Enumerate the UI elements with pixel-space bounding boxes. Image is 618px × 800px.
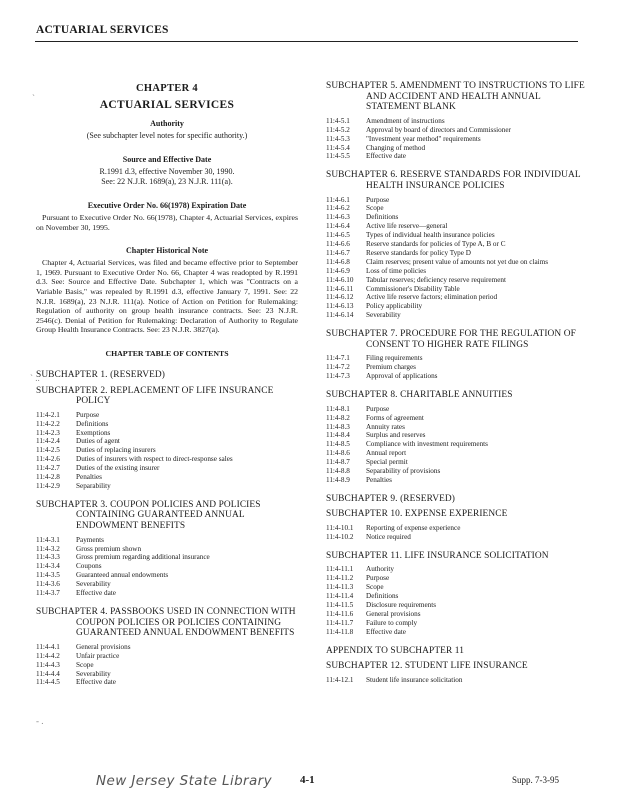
section-entry: [326, 610, 588, 619]
section-number: 11:4-6.4: [326, 222, 350, 231]
section-number: 11:4-7.2: [326, 363, 350, 372]
section-title: Duties of insurers with respect to direct-response sales: [76, 455, 233, 464]
executive-order-text: Pursuant to Executive Order No. 66(1978), Chapter 4, Actuarial Services, expires on November 30, 1995.: [36, 213, 298, 232]
section-title: Changing of method: [366, 143, 426, 152]
section-entry: [326, 676, 588, 685]
section-title: Annual report: [366, 449, 407, 458]
section-number: 11:4-6.7: [326, 248, 350, 257]
subchapter-heading: SUBCHAPTER 11. LIFE INSURANCE SOLICITATION: [326, 550, 549, 561]
section-number: 11:4-11.2: [326, 574, 354, 583]
authority-label: Authority: [150, 119, 184, 128]
section-title: Payments: [76, 535, 104, 544]
right-subchapter-list: [326, 81, 588, 685]
section-number: 11:4-11.5: [326, 601, 354, 610]
section-entry: [36, 545, 298, 554]
section-title: Compliance with investment requirements: [366, 440, 488, 449]
source-label: Source and Effective Date: [122, 155, 212, 164]
section-title: Definitions: [366, 592, 399, 601]
section-number: 11:4-5.4: [326, 143, 350, 152]
section-number: 11:4-2.8: [36, 473, 60, 482]
section-entry: [326, 628, 588, 637]
section-title: Definitions: [366, 213, 399, 222]
section-title: Commissioner's Disability Table: [366, 284, 460, 293]
section-number: 11:4-12.1: [326, 675, 354, 684]
section-title: Amendment of instructions: [366, 116, 445, 125]
section-entry: [36, 411, 298, 420]
section-entry: [326, 467, 588, 476]
section-number: 11:4-2.1: [36, 410, 60, 419]
section-title: Forms of agreement: [366, 413, 424, 422]
page-number: 4-1: [300, 774, 315, 786]
section-title: Surplus and reserves: [366, 431, 426, 440]
section-number: 11:4-5.3: [326, 134, 350, 143]
section-number: 11:4-3.5: [36, 571, 60, 580]
section-entry: [326, 152, 588, 161]
right-column: [326, 81, 588, 694]
section-number: 11:4-8.7: [326, 458, 350, 467]
executive-order-label: Executive Order No. 66(1978) Expiration Date: [87, 201, 247, 210]
section-entry: [36, 473, 298, 482]
section-number: 11:4-11.3: [326, 583, 354, 592]
section-entry: [326, 240, 588, 249]
section-number: 11:4-6.9: [326, 266, 350, 275]
section-entry: [36, 643, 298, 652]
section-entry: [326, 440, 588, 449]
section-title: Annuity rates: [366, 422, 405, 431]
section-entry: [326, 583, 588, 592]
section-number: 11:4-3.2: [36, 544, 60, 553]
section-number: 11:4-4.2: [36, 651, 60, 660]
section-number: 11:4-6.14: [326, 311, 354, 320]
section-number: 11:4-2.2: [36, 419, 60, 428]
subchapter-heading: APPENDIX TO SUBCHAPTER 11: [326, 645, 465, 656]
section-number: 11:4-3.1: [36, 535, 60, 544]
historical-note-text: Chapter 4, Actuarial Services, was filed and became effective prior to September 1, 1969. Pursuant to Executive Order No. 66, Chapter 4 was readopted by R.1991 d.3. See: Source and Effective Date. Subchapter 1, which was "Contracts on a Variable Basis," was repealed by R.1991 d.3, effective January 7, 1991. See: 22 N.J.R. 1689(a), 23 N.J.R. 111(a). Notice of Action on Petition for Rulemaking: Regulation of authority on group health insurance contracts. See: 23 N.J.R. 2546(c). Denial of Petition for Rulemaking: Declaration of Authority to Regulate Group Health Insurance Contracts. See: 23 N.J.R. 3827(a).: [36, 258, 298, 335]
margin-mark: - .: [36, 716, 44, 726]
section-number: 11:4-10.2: [326, 532, 354, 541]
section-entry: [326, 285, 588, 294]
section-number: 11:4-5.1: [326, 116, 350, 125]
section-title: Claim reserves; present value of amounts not yet due on claims: [366, 257, 549, 266]
section-title: Notice required: [366, 532, 411, 541]
section-entry: [326, 592, 588, 601]
section-number: 11:4-11.1: [326, 565, 354, 574]
table-of-contents-label: CHAPTER TABLE OF CONTENTS: [105, 348, 229, 358]
section-title: Reserve standards for policy Type D: [366, 248, 471, 257]
section-entry: [36, 536, 298, 545]
section-list: [36, 536, 298, 598]
section-title: General provisions: [366, 609, 421, 618]
section-number: 11:4-6.1: [326, 195, 350, 204]
section-number: 11:4-6.10: [326, 275, 354, 284]
source-line-1: R.1991 d.3, effective November 30, 1990.: [99, 167, 235, 176]
section-number: 11:4-8.9: [326, 475, 350, 484]
subchapter-heading: SUBCHAPTER 9. (RESERVED): [326, 493, 456, 504]
subchapter-heading: SUBCHAPTER 3. COUPON POLICIES AND POLICIES CONTAINING GUARANTEED ANNUAL ENDOWMENT BENEFITS: [36, 499, 261, 532]
section-title: Approval of applications: [366, 372, 438, 381]
section-entry: [326, 222, 588, 231]
section-title: Gross premium regarding additional insurance: [76, 553, 210, 562]
section-number: 11:4-4.1: [36, 642, 60, 651]
section-number: 11:4-8.3: [326, 422, 350, 431]
section-entry: [36, 580, 298, 589]
section-entry: [326, 293, 588, 302]
section-title: Premium charges: [366, 363, 416, 372]
section-title: Disclosure requirements: [366, 601, 437, 610]
section-title: Reporting of expense experience: [366, 524, 461, 533]
section-number: 11:4-8.6: [326, 449, 350, 458]
section-number: 11:4-11.4: [326, 592, 354, 601]
section-number: 11:4-2.7: [36, 464, 60, 473]
subchapter-heading: SUBCHAPTER 8. CHARITABLE ANNUITIES: [326, 390, 513, 401]
running-head: ACTUARIAL SERVICES: [36, 24, 169, 36]
section-entry: [326, 533, 588, 542]
section-entry: [36, 670, 298, 679]
section-list: [326, 524, 588, 542]
section-entry: [36, 437, 298, 446]
section-title: Unfair practice: [76, 651, 120, 660]
section-number: 11:4-6.2: [326, 204, 350, 213]
authority-text: (See subchapter level notes for specific authority.): [86, 131, 248, 140]
section-list: [36, 643, 298, 688]
section-list: [326, 196, 588, 321]
section-entry: [326, 144, 588, 153]
section-list: [36, 411, 298, 491]
section-entry: [36, 562, 298, 571]
section-entry: [326, 565, 588, 574]
section-title: Guaranteed annual endowments: [76, 571, 169, 580]
section-title: Special permit: [366, 458, 408, 467]
section-title: Policy applicability: [366, 302, 423, 311]
section-title: Penalties: [76, 473, 102, 482]
section-number: 11:4-8.1: [326, 404, 350, 413]
section-title: Gross premium shown: [76, 544, 142, 553]
chapter-title: ACTUARIAL SERVICES: [99, 99, 235, 111]
section-title: Coupons: [76, 562, 102, 571]
section-entry: [36, 455, 298, 464]
section-number: 11:4-8.8: [326, 467, 350, 476]
section-number: 11:4-7.3: [326, 372, 350, 381]
section-entry: [326, 354, 588, 363]
section-entry: [36, 446, 298, 455]
section-number: 11:4-2.3: [36, 428, 60, 437]
margin-mark: `: [32, 93, 35, 103]
section-title: Authority: [366, 565, 394, 574]
section-entry: [326, 363, 588, 372]
section-number: 11:4-2.5: [36, 446, 60, 455]
subchapter-heading: SUBCHAPTER 2. REPLACEMENT OF LIFE INSURANCE POLICY: [36, 385, 274, 407]
section-title: Tabular reserves; deficiency reserve requirement: [366, 275, 506, 284]
left-subchapter-list: [36, 370, 298, 687]
section-number: 11:4-3.4: [36, 562, 60, 571]
section-number: 11:4-6.13: [326, 302, 354, 311]
section-title: Severability: [366, 311, 401, 320]
section-title: Effective date: [366, 627, 406, 636]
section-entry: [36, 482, 298, 491]
section-entry: [36, 589, 298, 598]
section-entry: [326, 276, 588, 285]
section-title: Failure to comply: [366, 618, 418, 627]
section-entry: [326, 619, 588, 628]
section-entry: [326, 126, 588, 135]
section-title: Exemptions: [76, 428, 111, 437]
section-number: 11:4-8.2: [326, 413, 350, 422]
subchapter-heading: SUBCHAPTER 5. AMENDMENT TO INSTRUCTIONS TO LIFE AND ACCIDENT AND HEALTH ANNUAL STATEMENT BLANK: [326, 81, 585, 113]
section-number: 11:4-11.8: [326, 627, 354, 636]
chapter-number: CHAPTER 4: [136, 83, 198, 94]
section-entry: [326, 414, 588, 423]
section-entry: [326, 524, 588, 533]
section-title: Purpose: [76, 410, 100, 419]
section-number: 11:4-6.11: [326, 284, 354, 293]
subchapter-heading: SUBCHAPTER 1. (RESERVED): [36, 369, 166, 380]
section-title: Effective date: [76, 589, 116, 598]
section-title: Active life reserve factors; elimination period: [366, 293, 498, 302]
section-entry: [326, 231, 588, 240]
left-column: [36, 83, 298, 696]
section-number: 11:4-6.3: [326, 213, 350, 222]
section-list: [326, 354, 588, 381]
section-number: 11:4-2.6: [36, 455, 60, 464]
section-title: Separability of provisions: [366, 467, 441, 476]
section-title: Scope: [76, 660, 94, 669]
section-number: 11:4-6.6: [326, 240, 350, 249]
section-entry: [36, 661, 298, 670]
section-entry: [326, 405, 588, 414]
section-number: 11:4-3.7: [36, 589, 60, 598]
section-entry: [326, 258, 588, 267]
section-entry: [326, 372, 588, 381]
section-entry: [326, 267, 588, 276]
section-title: Purpose: [366, 574, 390, 583]
section-entry: [326, 574, 588, 583]
margin-mark: ` ..: [30, 373, 40, 383]
section-title: Duties of replacing insurers: [76, 446, 156, 455]
section-entry: [326, 302, 588, 311]
section-title: Duties of the existing insurer: [76, 464, 160, 473]
section-entry: [326, 431, 588, 440]
section-number: 11:4-6.12: [326, 293, 354, 302]
section-entry: [326, 135, 588, 144]
section-entry: [36, 652, 298, 661]
section-entry: [326, 117, 588, 126]
section-list: [326, 565, 588, 636]
section-entry: [36, 553, 298, 562]
section-title: Approval by board of directors and Commissioner: [366, 125, 511, 134]
section-title: Purpose: [366, 404, 390, 413]
section-number: 11:4-11.6: [326, 609, 354, 618]
section-entry: [36, 571, 298, 580]
library-watermark: New Jersey State Library: [96, 773, 273, 789]
section-number: 11:4-5.2: [326, 125, 350, 134]
section-title: Scope: [366, 204, 384, 213]
source-line-2: See: 22 N.J.R. 1689(a), 23 N.J.R. 111(a).: [101, 177, 233, 186]
section-title: Purpose: [366, 195, 390, 204]
subchapter-heading: SUBCHAPTER 4. PASSBOOKS USED IN CONNECTION WITH COUPON POLICIES OR POLICIES CONTAINING GUARANTEED ANNUAL ENDOWMENT BENEFITS: [36, 607, 296, 639]
section-entry: [326, 601, 588, 610]
section-list: [326, 676, 588, 685]
section-entry: [36, 420, 298, 429]
subchapter-heading: SUBCHAPTER 7. PROCEDURE FOR THE REGULATION OF CONSENT TO HIGHER RATE FILINGS: [326, 329, 576, 350]
section-title: Separability: [76, 481, 111, 490]
section-number: 11:4-6.5: [326, 231, 350, 240]
section-title: Severability: [76, 580, 111, 589]
section-number: 11:4-6.8: [326, 257, 350, 266]
section-entry: [36, 678, 298, 687]
section-title: Effective date: [76, 678, 116, 687]
section-title: Duties of agent: [76, 437, 120, 446]
section-title: Penalties: [366, 475, 392, 484]
section-number: 11:4-3.3: [36, 553, 60, 562]
section-number: 11:4-3.6: [36, 580, 60, 589]
section-number: 11:4-7.1: [326, 354, 350, 363]
section-entry: [326, 204, 588, 213]
section-title: Student life insurance solicitation: [366, 675, 463, 684]
section-title: Active life reserve—general: [366, 222, 448, 231]
section-title: Severability: [76, 669, 111, 678]
section-entry: [326, 213, 588, 222]
section-number: 11:4-10.1: [326, 524, 354, 533]
section-title: "Investment year method" requirements: [366, 134, 481, 143]
section-title: Filing requirements: [366, 354, 423, 363]
section-entry: [36, 464, 298, 473]
section-number: 11:4-4.5: [36, 678, 60, 687]
section-entry: [326, 423, 588, 432]
section-entry: [326, 196, 588, 205]
section-number: 11:4-8.5: [326, 440, 350, 449]
section-number: 11:4-4.4: [36, 669, 60, 678]
section-entry: [326, 476, 588, 485]
section-number: 11:4-8.4: [326, 431, 350, 440]
section-title: Effective date: [366, 152, 406, 161]
section-number: 11:4-2.4: [36, 437, 60, 446]
historical-note-label: Chapter Historical Note: [125, 246, 209, 256]
section-title: Scope: [366, 583, 384, 592]
section-title: Loss of time policies: [366, 266, 427, 275]
section-list: [326, 405, 588, 485]
section-title: Definitions: [76, 419, 109, 428]
section-number: 11:4-5.5: [326, 152, 350, 161]
section-number: 11:4-4.3: [36, 660, 60, 669]
section-entry: [326, 449, 588, 458]
section-entry: [326, 311, 588, 320]
subchapter-heading: SUBCHAPTER 10. EXPENSE EXPERIENCE: [326, 509, 508, 520]
section-entry: [326, 249, 588, 258]
section-number: 11:4-2.9: [36, 481, 60, 490]
section-title: Reserve standards for policies of Type A, B or C: [366, 240, 506, 249]
section-list: [326, 117, 588, 162]
supplement-date: Supp. 7-3-95: [512, 775, 559, 785]
section-number: 11:4-11.7: [326, 618, 354, 627]
section-entry: [36, 429, 298, 438]
section-title: General provisions: [76, 642, 131, 651]
section-entry: [326, 458, 588, 467]
header-rule: [35, 41, 578, 42]
subchapter-heading: SUBCHAPTER 12. STUDENT LIFE INSURANCE: [326, 661, 528, 672]
subchapter-heading: SUBCHAPTER 6. RESERVE STANDARDS FOR INDIVIDUAL HEALTH INSURANCE POLICIES: [326, 170, 581, 191]
section-title: Types of individual health insurance policies: [366, 231, 495, 240]
